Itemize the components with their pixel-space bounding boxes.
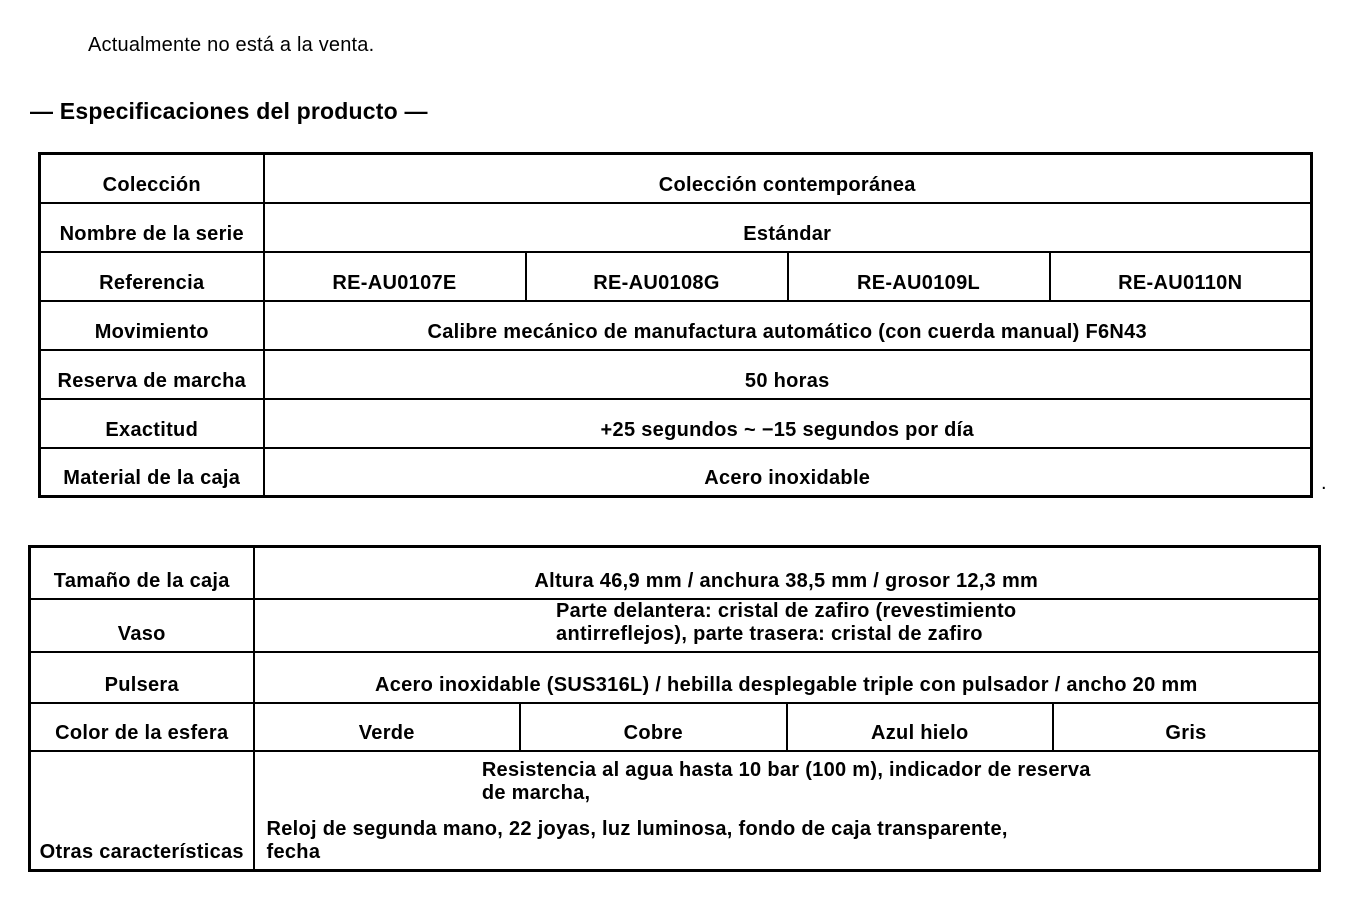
- row-vaso: [30, 599, 1320, 652]
- row-material-caja: [40, 448, 1312, 497]
- spec-label-nombre-serie: Nombre de la serie: [40, 203, 264, 252]
- spec-value-tamano-caja: Altura 46,9 mm / anchura 38,5 mm / grosor 12,3 mm: [254, 547, 1320, 599]
- spec-label-referencia: Referencia: [40, 252, 264, 301]
- spec-label-tamano-caja: Tamaño de la caja: [30, 547, 254, 599]
- otras-paragraph-reloj: [259, 818, 1315, 864]
- spec-value-color-gris: Gris: [1053, 703, 1320, 751]
- spec-value-pulsera: Acero inoxidable (SUS316L) / hebilla desplegable triple con pulsador / ancho 20 mm: [254, 652, 1320, 703]
- spec-value-material-caja: Acero inoxidable: [264, 448, 1312, 497]
- vaso-text-block: [556, 600, 1016, 646]
- row-exactitud: [40, 399, 1312, 448]
- spec-label-movimiento: Movimiento: [40, 301, 264, 350]
- spec-value-vaso: [254, 599, 1320, 652]
- row-reserva-marcha: [40, 350, 1312, 399]
- spec-value-reserva-marcha: 50 horas: [264, 350, 1312, 399]
- spec-value-color-verde: Verde: [254, 703, 521, 751]
- spec-table-main: [38, 152, 1313, 498]
- text-line: Resistencia al agua hasta 10 bar (100 m), indicador de reserva: [481, 759, 1091, 781]
- otras-paragraph-resistencia: [259, 759, 1315, 805]
- spec-value-color-cobre: Cobre: [520, 703, 787, 751]
- row-movimiento: [40, 301, 1312, 350]
- section-heading: — Especificaciones del producto —: [30, 98, 428, 124]
- spec-value-referencia-2: RE-AU0108G: [526, 252, 788, 301]
- spec-label-reserva-marcha: Reserva de marcha: [40, 350, 264, 399]
- spec-label-color-esfera: Color de la esfera: [30, 703, 254, 751]
- stray-period: .: [1321, 472, 1327, 494]
- spec-label-otras-caracteristicas: Otras características: [30, 751, 254, 871]
- spec-value-referencia-1: RE-AU0107E: [264, 252, 526, 301]
- spec-value-otras-caracteristicas: [254, 751, 1320, 871]
- row-color-esfera: [30, 703, 1320, 751]
- text-line: de marcha,: [481, 782, 591, 804]
- row-otras-caracteristicas: [30, 751, 1320, 871]
- spec-table-details: [28, 545, 1321, 872]
- spec-label-vaso: Vaso: [30, 599, 254, 652]
- row-coleccion: [40, 154, 1312, 203]
- row-pulsera: [30, 652, 1320, 703]
- availability-note: Actualmente no está a la venta.: [88, 34, 375, 56]
- spec-label-exactitud: Exactitud: [40, 399, 264, 448]
- spec-value-coleccion: Colección contemporánea: [264, 154, 1312, 203]
- text-line: Parte delantera: cristal de zafiro (revestimiento: [556, 599, 1017, 622]
- spec-label-pulsera: Pulsera: [30, 652, 254, 703]
- text-line: antirreflejos), parte trasera: cristal de zafiro: [556, 622, 983, 645]
- spec-value-nombre-serie: Estándar: [264, 203, 1312, 252]
- text-line: fecha: [266, 841, 321, 863]
- resistencia-text-block: [482, 759, 1091, 805]
- spec-label-material-caja: Material de la caja: [40, 448, 264, 497]
- row-nombre-serie: [40, 203, 1312, 252]
- spec-value-movimiento: Calibre mecánico de manufactura automático (con cuerda manual) F6N43: [264, 301, 1312, 350]
- spec-value-color-azul-hielo: Azul hielo: [787, 703, 1054, 751]
- spec-value-referencia-4: RE-AU0110N: [1050, 252, 1312, 301]
- spec-label-coleccion: Colección: [40, 154, 264, 203]
- text-line: Reloj de segunda mano, 22 joyas, luz luminosa, fondo de caja transparente,: [266, 818, 1008, 840]
- row-referencia: [40, 252, 1312, 301]
- spec-value-exactitud: +25 segundos ~ −15 segundos por día: [264, 399, 1312, 448]
- row-tamano-caja: [30, 547, 1320, 599]
- spec-value-referencia-3: RE-AU0109L: [788, 252, 1050, 301]
